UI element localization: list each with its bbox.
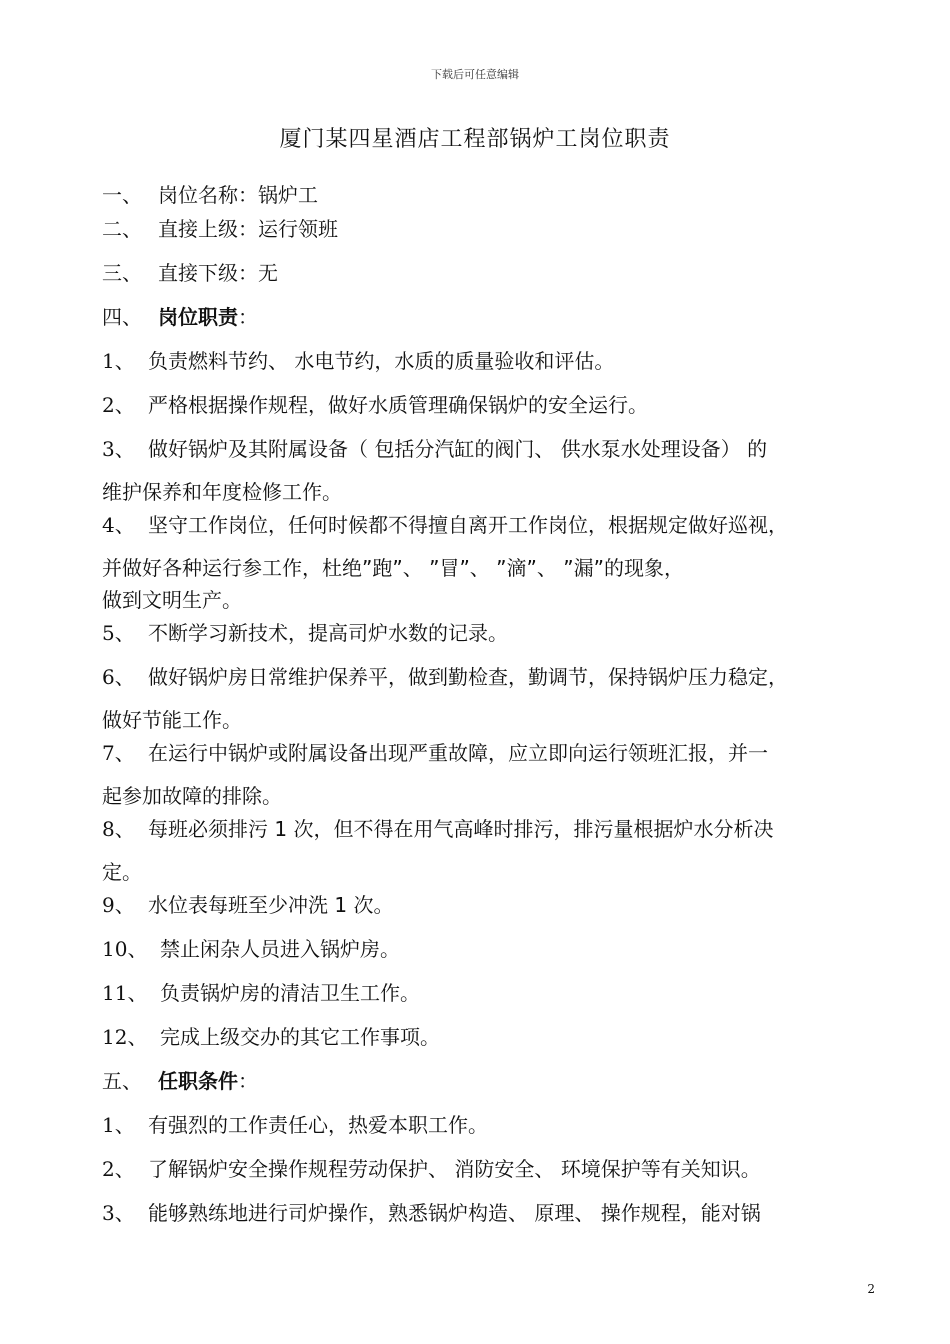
item-number: 7、 bbox=[102, 741, 135, 765]
item-number: 3、 bbox=[102, 1201, 135, 1225]
item-text: 禁止闲杂人员进入锅炉房。 bbox=[160, 937, 400, 961]
list-item-line bbox=[102, 1108, 872, 1152]
item-text: 维护保养和年度检修工作。 bbox=[102, 480, 342, 504]
list-item-line bbox=[102, 432, 872, 476]
item-number: 11、 bbox=[102, 981, 148, 1005]
section-number: 五、 bbox=[102, 1069, 142, 1093]
item-number: 4、 bbox=[102, 513, 135, 537]
list-item-line bbox=[102, 476, 872, 508]
section-text: 岗位名称：锅炉工 bbox=[158, 183, 318, 207]
item-number: 6、 bbox=[102, 665, 135, 689]
item-text: 能够熟练地进行司炉操作，熟悉锅炉构造、 原理、 操作规程，能对锅 bbox=[148, 1201, 761, 1225]
page-number: 2 bbox=[867, 1282, 875, 1296]
list-item-line bbox=[102, 856, 872, 888]
item-number: 8、 bbox=[102, 817, 135, 841]
item-text: 在运行中锅炉或附属设备出现严重故障，应立即向运行领班汇报，并一 bbox=[148, 741, 768, 765]
document-title: 厦门某四星酒店工程部锅炉工岗位职责 bbox=[279, 127, 671, 152]
item-text: 做好节能工作。 bbox=[102, 708, 242, 732]
item-text: 做到文明生产。 bbox=[102, 588, 242, 612]
item-text: 负责燃料节约、 水电节约，水质的质量验收和评估。 bbox=[148, 349, 615, 373]
list-item-line bbox=[102, 552, 872, 584]
list-item-line bbox=[102, 1152, 872, 1196]
list-item-line bbox=[102, 344, 872, 388]
item-number: 9、 bbox=[102, 893, 135, 917]
list-item-line bbox=[102, 1020, 872, 1064]
item-text: 有强烈的工作责任心，热爱本职工作。 bbox=[148, 1113, 488, 1137]
item-number: 12、 bbox=[102, 1025, 148, 1049]
section-heading: 岗位职责 bbox=[158, 305, 238, 329]
item-number: 2、 bbox=[102, 1157, 135, 1181]
item-text: 严格根据操作规程，做好水质管理确保锅炉的安全运行。 bbox=[148, 393, 648, 417]
item-text: 并做好各种运行参工作，杜绝”跑”、 ”冒”、 ”滴”、 ”漏”的现象， bbox=[102, 556, 684, 580]
item-text: 定。 bbox=[102, 860, 142, 884]
section-number: 四、 bbox=[102, 305, 142, 329]
list-item-line bbox=[102, 812, 872, 856]
item-number: 10、 bbox=[102, 937, 148, 961]
section-job-title bbox=[102, 178, 872, 212]
section-heading: 任职条件 bbox=[158, 1069, 238, 1093]
item-number: 1、 bbox=[102, 1113, 135, 1137]
duties-list bbox=[102, 344, 872, 1064]
list-item-line bbox=[102, 1196, 872, 1240]
item-text: 起参加故障的排除。 bbox=[102, 784, 282, 808]
item-text: 完成上级交办的其它工作事项。 bbox=[160, 1025, 440, 1049]
item-text: 负责锅炉房的清洁卫生工作。 bbox=[160, 981, 420, 1005]
item-text: 不断学习新技术，提高司炉水数的记录。 bbox=[148, 621, 508, 645]
item-text: 坚守工作岗位，任何时候都不得擅自离开工作岗位，根据规定做好巡视， bbox=[148, 513, 788, 537]
heading-colon: ： bbox=[238, 305, 258, 329]
list-item-line bbox=[102, 660, 872, 704]
list-item-line bbox=[102, 584, 872, 616]
item-text: 每班必须排污 1 次，但不得在用气高峰时排污，排污量根据炉水分析决 bbox=[148, 817, 774, 841]
item-number: 2、 bbox=[102, 393, 135, 417]
section-supervisor bbox=[102, 212, 872, 256]
section-text: 直接下级：无 bbox=[158, 261, 278, 285]
document-body bbox=[102, 178, 872, 1240]
item-number: 1、 bbox=[102, 349, 135, 373]
list-item-line bbox=[102, 508, 872, 552]
list-item-line bbox=[102, 704, 872, 736]
header-note: 下载后可任意编辑 bbox=[431, 68, 519, 81]
list-item-line bbox=[102, 888, 872, 932]
list-item-line bbox=[102, 388, 872, 432]
section-number: 三、 bbox=[102, 261, 142, 285]
list-item-line bbox=[102, 616, 872, 660]
list-item-line bbox=[102, 932, 872, 976]
section-requirements-heading bbox=[102, 1064, 872, 1108]
heading-colon: ： bbox=[238, 1069, 258, 1093]
section-text: 直接上级：运行领班 bbox=[158, 217, 338, 241]
item-text: 水位表每班至少冲洗 1 次。 bbox=[148, 893, 394, 917]
requirements-list bbox=[102, 1108, 872, 1240]
item-text: 做好锅炉及其附属设备（ 包括分汽缸的阀门、 供水泵水处理设备） 的 bbox=[148, 437, 768, 461]
section-number: 一、 bbox=[102, 183, 142, 207]
list-item-line bbox=[102, 780, 872, 812]
section-number: 二、 bbox=[102, 217, 142, 241]
section-duties-heading bbox=[102, 300, 872, 344]
item-text: 做好锅炉房日常维护保养平，做到勤检查，勤调节，保持锅炉压力稳定， bbox=[148, 665, 788, 689]
item-text: 了解锅炉安全操作规程劳动保护、 消防安全、 环境保护等有关知识。 bbox=[148, 1157, 761, 1181]
item-number: 5、 bbox=[102, 621, 135, 645]
list-item-line bbox=[102, 736, 872, 780]
list-item-line bbox=[102, 976, 872, 1020]
section-subordinate bbox=[102, 256, 872, 300]
item-number: 3、 bbox=[102, 437, 135, 461]
